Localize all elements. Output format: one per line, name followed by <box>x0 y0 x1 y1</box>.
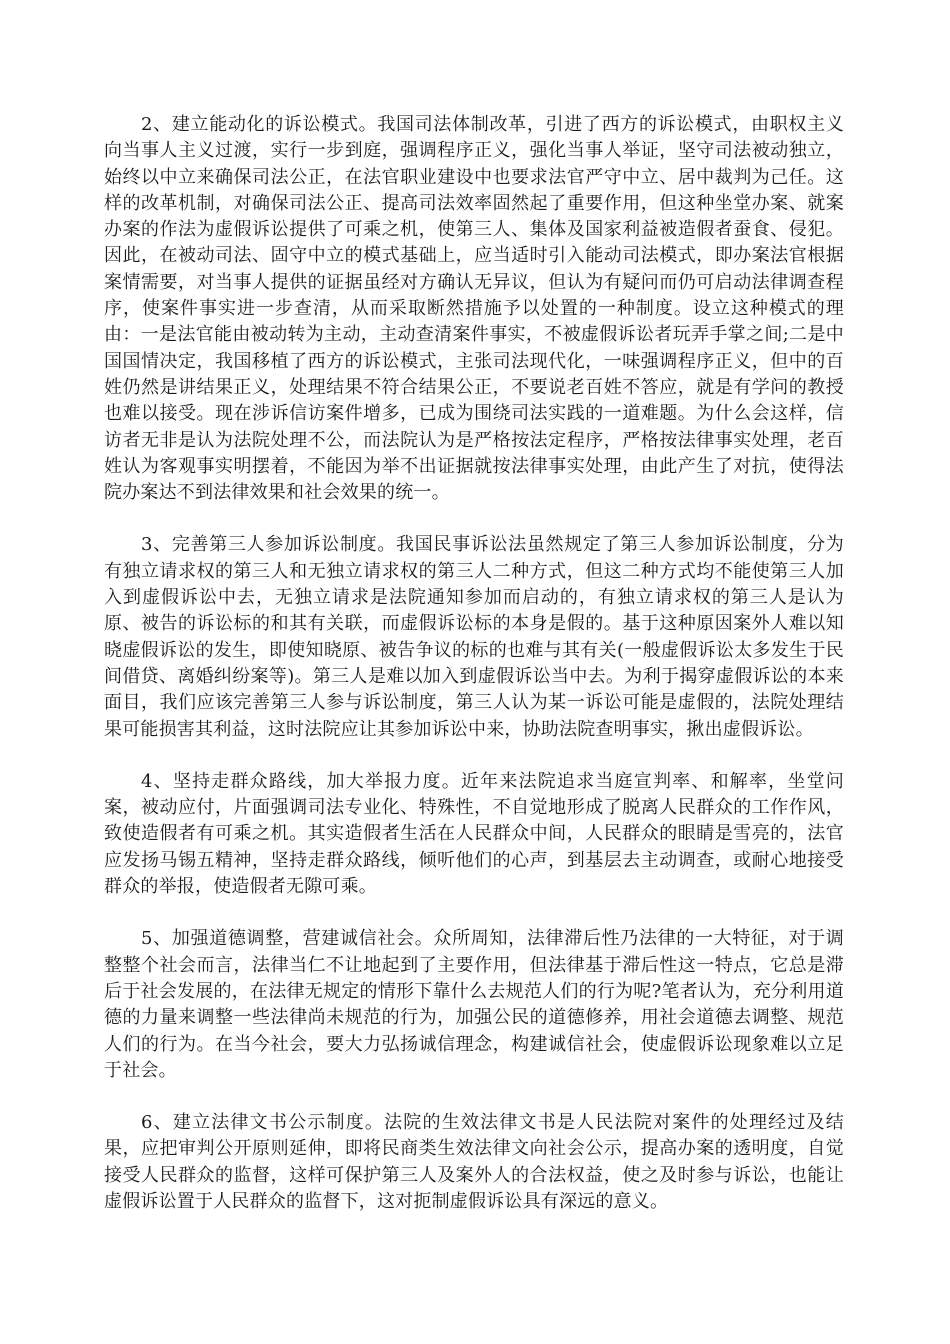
document-page <box>104 0 844 1241</box>
paragraph-3: 3、完善第三人参加诉讼制度。我国民事诉讼法虽然规定了第三人参加诉讼制度，分为有独立请求权的第三人和无独立请求权的第三人二种方式，但这二种方式均不能使第三人加入到虚假诉讼中去，无独立请求是法院通知参加而启动的，有独立请求权的第三人是认为原、被告的诉讼标的和其有关联，而虚假诉讼标的本身是假的。基于这种原因案外人难以知晓虚假诉讼的发生，即使知晓原、被告争议的标的也难与其有关(一般虚假诉讼太多发生于民间借贷、离婚纠纷案等)。第三人是难以加入到虚假诉讼当中去。为利于揭穿虚假诉讼的本来面目，我们应该完善第三人参与诉讼制度，第三人认为某一诉讼可能是虚假的，法院处理结果可能损害其利益，这时法院应让其参加诉讼中来，协助法院查明事实，揪出虚假诉讼。 <box>104 534 844 740</box>
paragraph-2: 2、建立能动化的诉讼模式。我国司法体制改革，引进了西方的诉讼模式，由职权主义向当事人主义过渡，实行一步到庭，强调程序正义，强化当事人举证，坚守司法被动独立，始终以中立来确保司法公正，在法官职业建设中也要求法官严守中立、居中裁判为己任。这样的改革机制，对确保司法公正、提高司法效率固然起了重要作用，但这种坐堂办案、就案办案的作法为虚假诉讼提供了可乘之机，使第三人、集体及国家利益被造假者蚕食、侵犯。因此，在被动司法、固守中立的模式基础上，应当适时引入能动司法模式，即办案法官根据案情需要，对当事人提供的证据虽经对方确认无异议，但认为有疑问而仍可启动法律调查程序，使案件事实进一步查清，从而采取断然措施予以处置的一种制度。设立这种模式的理由：一是法官能由被动转为主动，主动查清案件事实，不被虚假诉讼者玩弄手掌之间;二是中国国情决定，我国移植了西方的诉讼模式，主张司法现代化，一味强调程序正义，但中的百姓仍然是讲结果正义，处理结果不符合结果公正，不要说老百姓不答应，就是有学问的教授也难以接受。现在涉诉信访案件增多，已成为围绕司法实践的一道难题。为什么会这样，信访者无非是认为法院处理不公，而法院认为是严格按法定程序，严格按法律事实处理，老百姓认为客观事实明摆着，不能因为举不出证据就按法律事实处理，由此产生了对抗，使得法院办案达不到法律效果和社会效果的统一。 <box>104 114 844 504</box>
paragraph-4: 4、坚持走群众路线，加大举报力度。近年来法院追求当庭宣判率、和解率，坐堂问案，被动应付，片面强调司法专业化、特殊性，不自觉地形成了脱离人民群众的工作作风，致使造假者有可乘之机。其实造假者生活在人民群众中间，人民群众的眼睛是雪亮的，法官应发扬马锡五精神，坚持走群众路线，倾听他们的心声，到基层去主动调查，或耐心地接受群众的举报，使造假者无隙可乘。 <box>104 770 844 898</box>
paragraph-6: 6、建立法律文书公示制度。法院的生效法律文书是人民法院对案件的处理经过及结果，应把审判公开原则延伸，即将民商类生效法律文向社会公示，提高办案的透明度，自觉接受人民群众的监督，这样可保护第三人及案外人的合法权益，使之及时参与诉讼，也能让虚假诉讼置于人民群众的监督下，这对扼制虚假诉讼具有深远的意义。 <box>104 1112 844 1212</box>
paragraph-5: 5、加强道德调整，营建诚信社会。众所周知，法律滞后性乃法律的一大特征，对于调整整个社会而言，法律当仁不让地起到了主要作用，但法律基于滞后性这一特点，它总是滞后于社会发展的，在法律无规定的情形下靠什么去规范人们的行为呢?笔者认为，充分利用道德的力量来调整一些法律尚未规范的行为，加强公民的道德修养，用社会道德去调整、规范人们的行为。在当今社会，要大力弘扬诚信理念，构建诚信社会，使虚假诉讼现象难以立足于社会。 <box>104 928 844 1081</box>
